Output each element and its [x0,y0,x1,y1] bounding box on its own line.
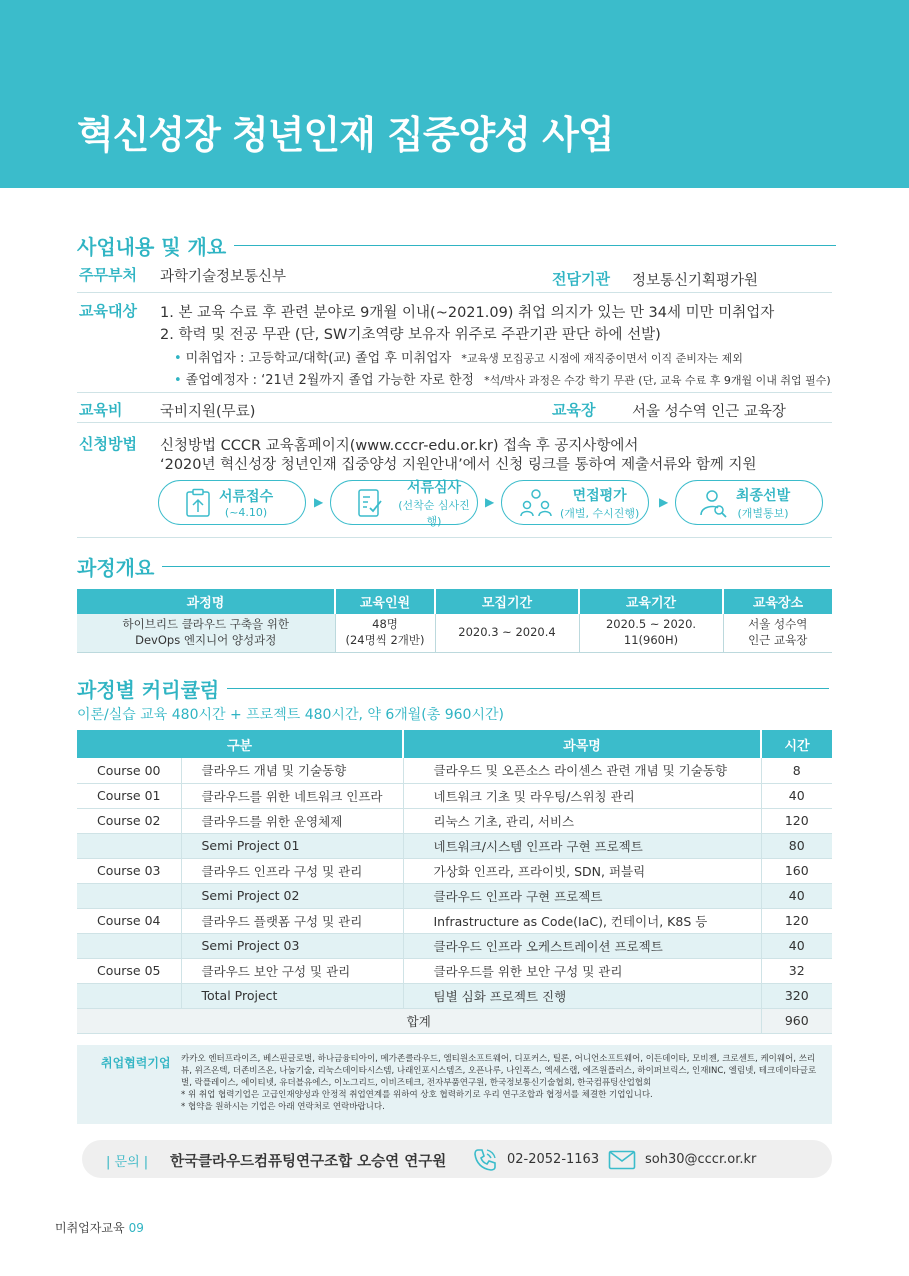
curriculum-table [77,730,832,1034]
fee-label: 교육비 [79,401,123,419]
divider [77,422,832,423]
apply-label: 신청방법 [79,435,137,453]
section-title-course-overview [77,552,830,581]
section-divider [162,566,830,568]
ministry-label: 주무부처 [79,266,137,284]
place-line: 인근 교육장 [748,632,808,647]
step-subtitle: (~4.10) [224,506,268,519]
table-row [77,833,832,858]
column-header: 과정명 [77,589,335,614]
process-steps [158,480,828,526]
bullet-icon: • [174,373,182,388]
hours-cell: 160 [761,858,832,883]
module-cell: Semi Project 03 [181,933,403,958]
table-row [77,614,832,652]
section-title-overview [77,231,836,260]
course-cell [77,933,181,958]
partner-companies-box [77,1045,832,1124]
contact-name: 한국클라우드컴퓨팅연구조합 오승연 연구원 [170,1154,447,1170]
table-row [77,883,832,908]
target-sub-1-text: 미취업자 : 고등학교/대학(교) 졸업 후 미취업자 [185,351,452,366]
course-cell: Course 03 [77,858,181,883]
place-line: 서울 성수역 [748,617,808,632]
contact-bar [82,1140,832,1178]
module-cell: Semi Project 01 [181,833,403,858]
step-title: 최종선발 [736,487,791,504]
subject-cell: Infrastructure as Code(IaC), 컨테이너, K8S 등 [403,908,761,933]
course-cell: Course 02 [77,808,181,833]
page-number: 09 [128,1221,144,1235]
agency-label: 전담기관 [552,270,610,288]
step-subtitle: (개별통보) [737,506,789,520]
hours-cell: 120 [761,908,832,933]
step-title: 면접평가 [572,487,627,504]
course-overview-table [77,589,832,653]
venue-label: 교육장 [552,401,596,419]
target-sub-2 [174,369,831,388]
hours-cell: 320 [761,983,832,1008]
column-header: 교육인원 [335,589,435,614]
module-cell: Total Project [181,983,403,1008]
target-sub-2-text: 졸업예정자 : ‘21년 2월까지 졸업 가능한 자로 한정 [185,373,474,388]
document-check-icon [357,488,383,518]
section-divider [227,688,829,690]
partners-note: * 협약을 원하시는 기업은 아래 연락처로 연락바랍니다. [181,1102,385,1112]
page-footer [55,1219,144,1236]
column-header: 시간 [761,730,832,758]
divider [77,537,832,538]
module-cell: 클라우드를 위한 운영체제 [181,808,403,833]
subject-cell: 네트워크/시스템 인프라 구현 프로젝트 [403,833,761,858]
recruit-period-cell: 2020.3 ~ 2020.4 [435,614,579,652]
total-row [77,1008,832,1033]
step-document-review [330,479,478,528]
section-title-text: 과정개요 [77,556,155,580]
step-document-submission [158,480,306,525]
course-cell [77,833,181,858]
contact-email[interactable]: soh30@cccr.or.kr [645,1152,757,1167]
apply-line-1: 신청방법 CCCR 교육홈페이지(www.cccr-edu.or.kr) 접속 후 공지사항에서 [160,438,639,454]
hours-cell: 40 [761,933,832,958]
arrow-right-icon: ▶ [314,495,324,509]
page-header [0,0,909,188]
course-cell: Course 00 [77,758,181,783]
divider [77,392,832,393]
course-name-line: 하이브리드 클라우드 구축을 위한 [122,617,289,632]
arrow-right-icon: ▶ [659,495,669,509]
table-header-row [77,589,832,614]
table-row [77,808,832,833]
interview-people-icon [520,488,552,518]
education-period-cell: 2020.5 ~ 2020. 11(960H) [579,614,723,652]
table-row [77,983,832,1008]
people-line: (24명씩 2개반) [345,632,425,647]
subject-cell: 리눅스 기초, 관리, 서비스 [403,808,761,833]
step-title: 서류접수 [219,489,274,505]
module-cell: 클라우드 플랫폼 구성 및 관리 [181,908,403,933]
course-cell: Course 05 [77,958,181,983]
target-sub-2-note: *석/박사 과정은 수강 학기 무관 (단, 교육 수료 후 9개월 이내 취업 필수) [484,374,831,387]
subject-cell: 클라우드 인프라 구현 프로젝트 [403,883,761,908]
course-cell [77,983,181,1008]
step-subtitle: (선착순 심사진행) [398,498,470,528]
target-label: 교육대상 [79,302,137,320]
section-title-text: 과정별 커리큘럼 [77,678,220,702]
subject-cell: 네트워크 기초 및 라우팅/스위칭 관리 [403,783,761,808]
contact-phone[interactable]: 02-2052-1163 [507,1152,600,1167]
table-header-row [77,730,832,758]
step-interview [501,480,649,525]
section-divider [234,245,836,247]
subject-cell: 팀별 심화 프로젝트 진행 [403,983,761,1008]
column-header: 모집기간 [435,589,579,614]
person-search-icon [698,488,728,518]
step-final-selection [675,480,823,525]
hours-cell: 32 [761,958,832,983]
table-row [77,958,832,983]
agency-value: 정보통신기획평가원 [632,273,759,289]
module-cell: 클라우드 보안 구성 및 관리 [181,958,403,983]
table-row [77,908,832,933]
course-cell: Course 01 [77,783,181,808]
subject-cell: 클라우드 및 오픈소스 라이센스 관련 개념 및 기술동향 [403,758,761,783]
apply-line-2: ‘2020년 혁신성장 청년인재 집중양성 지원안내’에서 신청 링크를 통하여 제출서류와 함께 지원 [160,457,757,473]
step-subtitle: (개별, 수시진행) [560,506,640,520]
hours-cell: 40 [761,883,832,908]
table-row [77,933,832,958]
partners-label: 취업협력기업 [101,1056,171,1070]
footer-label: 미취업자교육 [55,1221,125,1235]
section-title-curriculum [77,674,829,703]
people-line: 48명 [372,617,398,632]
total-label: 합계 [77,1008,761,1033]
column-header: 과목명 [403,730,761,758]
section-title-text: 사업내용 및 개요 [77,235,227,259]
phone-icon [472,1147,498,1173]
page-title: 혁신성장 청년인재 집중양성 사업 [77,113,614,157]
ministry-value: 과학기술정보통신부 [160,269,287,285]
hours-cell: 8 [761,758,832,783]
subject-cell: 클라우드 인프라 오케스트레이션 프로젝트 [403,933,761,958]
total-hours: 960 [761,1008,832,1033]
divider [77,292,832,293]
partners-list: 카카오 엔터프라이즈, 베스핀글로벌, 하나금융티아이, 메가존클라우드, 엠티원소프트웨어, 디포커스, 틸론, 어니언소프트웨어, 이든데이타, 모비젠, 크로센트, 케이웨어, 쓰리뷰, 위즈온텍, 더존비즈온, 나눔기술, 리눅스데이타시스템, 나래인포시스템즈, 오픈나루, 나인폭스, 엑세스랩, 에즈원플러스, 하이퍼브릭스, 인재INC, 엘림넷, 테크데이타글로벌, 락플레이스, 에이티넷, 유더블유에스, 이노그리드, 이비즈테크, 전자부품연구원, 한국정보통신기술협회, 한국컴퓨팅산업협회 [181,1054,817,1088]
table-row [77,758,832,783]
venue-value: 서울 성수역 인근 교육장 [632,404,786,420]
hours-cell: 120 [761,808,832,833]
module-cell: 클라우드 개념 및 기술동향 [181,758,403,783]
target-sub-1-note: *교육생 모집공고 시점에 재직중이면서 이직 준비자는 제외 [461,352,743,365]
contact-label: | 문의 | [106,1155,149,1170]
target-sub-1 [174,347,743,366]
column-header: 구분 [77,730,403,758]
module-cell: 클라우드를 위한 네트워크 인프라 [181,783,403,808]
mail-icon [608,1150,636,1170]
bullet-icon: • [174,351,182,366]
module-cell: Semi Project 02 [181,883,403,908]
step-title: 서류심사 [406,479,462,496]
subject-cell: 클라우드를 위한 보안 구성 및 관리 [403,958,761,983]
curriculum-subtitle: 이론/실습 교육 480시간 + 프로젝트 480시간, 약 6개월(총 960시간) [77,707,504,723]
arrow-right-icon: ▶ [485,495,495,509]
subject-cell: 가상화 인프라, 프라이빗, SDN, 퍼블릭 [403,858,761,883]
table-row [77,858,832,883]
table-row [77,783,832,808]
hours-cell: 80 [761,833,832,858]
module-cell: 클라우드 인프라 구성 및 관리 [181,858,403,883]
course-name-line: DevOps 엔지니어 양성과정 [135,632,277,647]
target-item-1: 1. 본 교육 수료 후 관련 분야로 9개월 이내(~2021.09) 취업 의지가 있는 만 34세 미만 미취업자 [160,305,775,321]
partners-note: * 위 취업 협력기업은 고급인재양성과 안정적 취업연계를 위하여 상호 협력하기로 우리 연구조합과 협정서를 체결한 기업입니다. [181,1090,653,1100]
hours-cell: 40 [761,783,832,808]
place-cell [723,614,832,652]
course-cell [77,883,181,908]
course-name-cell [77,614,335,652]
column-header: 교육기간 [579,589,723,614]
column-header: 교육장소 [723,589,832,614]
clipboard-upload-icon [185,488,211,518]
fee-value: 국비지원(무료) [160,404,256,420]
course-cell: Course 04 [77,908,181,933]
target-item-2: 2. 학력 및 전공 무관 (단, SW기초역량 보유자 위주로 주관기관 판단 하에 선발) [160,327,661,343]
people-cell [335,614,435,652]
partners-text [181,1053,821,1113]
